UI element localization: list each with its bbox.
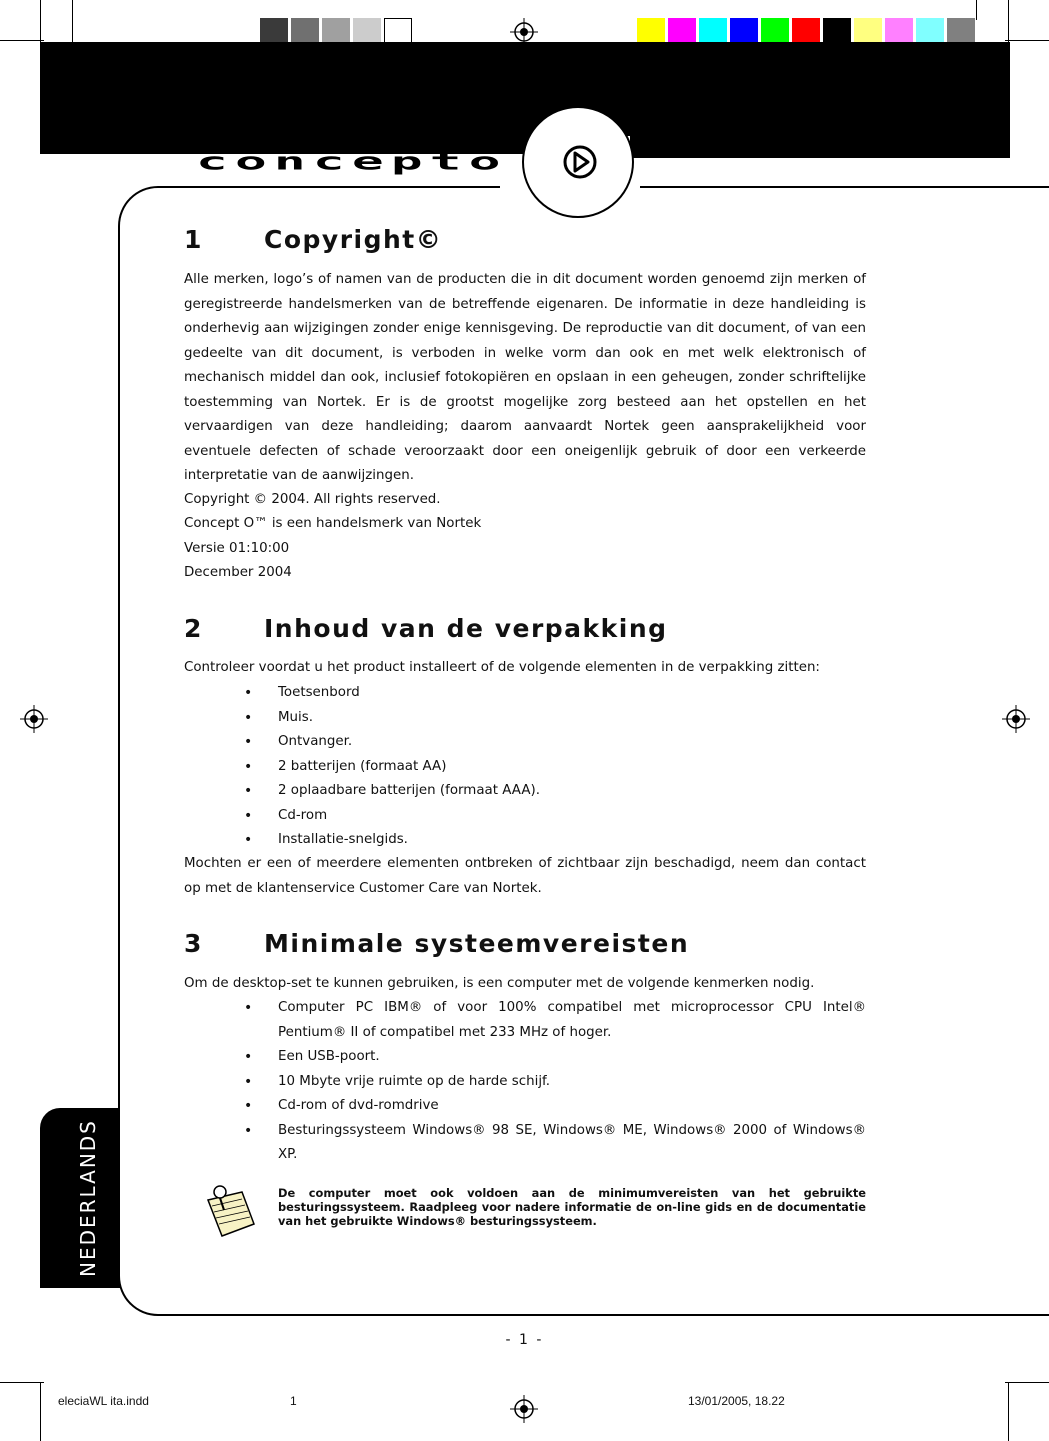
color-swatch — [761, 18, 789, 44]
list-item: • Computer PC IBM® of voor 100% compatibel met microprocessor CPU Intel® Pentium® II of compatibel met 233 MHz of hoger. — [244, 996, 866, 1045]
list-item: • 2 batterijen (formaat AA) — [244, 755, 866, 780]
list-item: • Een USB-poort. — [244, 1045, 866, 1070]
package-outro: Mochten er een of meerdere elementen ontbreken of zichtbaar zijn beschadigd, neem dan contact op met de klantenservice Customer Care van Nortek. — [184, 856, 866, 896]
color-swatch — [730, 18, 758, 44]
list-item: • Cd-rom — [244, 804, 866, 829]
version-line: Versie 01:10:00 — [184, 541, 290, 556]
gray-swatch — [260, 18, 288, 44]
section-heading — [184, 929, 689, 958]
trademark-line: Concept O™ is een handelsmerk van Nortek — [184, 516, 482, 531]
list-item: • Toetsenbord — [244, 681, 866, 706]
list-item: • Ontvanger. — [244, 730, 866, 755]
registration-mark-icon — [20, 705, 48, 733]
list-item: • Besturingssysteem Windows® 98 SE, Windows® ME, Windows® 2000 of Windows® XP. — [244, 1119, 866, 1168]
color-swatch — [792, 18, 820, 44]
section-title: Copyright© — [264, 225, 443, 254]
crop-mark — [40, 1382, 41, 1441]
section-number: 2 — [184, 614, 203, 643]
registration-mark-icon — [510, 1395, 538, 1423]
footer-file: eleciaWL ita.indd — [58, 1394, 149, 1408]
language-tab-label: NEDERLANDS — [76, 1119, 100, 1277]
package-list — [244, 681, 866, 853]
section-title: Inhoud van de verpakking — [264, 614, 668, 643]
copyright-paragraph: Alle merken, logo’s of namen van de producten die in dit document worden genoemd zijn merken of geregistreerde handelsmerken van de betreffende eigenaren. De informatie in deze handleiding is onderhevig aan wijzigingen zonder enige kennisgeving. De reproductie van dit document, of van een gedeelte van dit document, is verboden in welke vorm dan ook en met welk elektronisch of mechanisch middel dan ook, inclusief fotokopiëren en opslaan in een geheugen, zonder schriftelijke toestemming van Nortek. Er is de grootst mogelijke zorg besteed aan het opstellen en het vervaardigen van deze handleiding; daarom aanvaardt Nortek geen aansprakelijkheid voor eventuele defecten of schade veroorzaakt door een oneigenlijk gebruik of door een verkeerde interpretatie van de aanwijzingen. — [184, 272, 866, 483]
copyright-line: Copyright © 2004. All rights reserved. — [184, 492, 441, 507]
color-swatch — [947, 18, 975, 44]
list-item: • Cd-rom of dvd-romdrive — [244, 1094, 866, 1119]
note-pin-icon — [198, 1180, 262, 1244]
package-intro: Controleer voordat u het product installeert of de volgende elementen in de verpakking zitten: — [184, 660, 820, 675]
gray-swatch — [291, 18, 319, 44]
list-item: • 2 oplaadbare batterijen (formaat AAA). — [244, 779, 866, 804]
footer-page: 1 — [290, 1394, 297, 1408]
crop-mark — [976, 0, 977, 20]
brand-logo-text: concepto — [195, 147, 508, 176]
list-item: • Installatie-snelgids. — [244, 828, 866, 853]
header-band — [40, 42, 1010, 136]
color-swatch — [637, 18, 665, 44]
crop-mark — [40, 0, 41, 44]
section-heading — [184, 225, 442, 254]
color-swatch — [699, 18, 727, 44]
gray-swatch — [384, 18, 412, 44]
gray-swatch — [353, 18, 381, 44]
crop-mark — [1005, 1382, 1049, 1383]
crop-mark — [1008, 0, 1009, 44]
crop-mark — [0, 1382, 44, 1383]
header-band-right — [630, 130, 1010, 158]
list-item: • Muis. — [244, 706, 866, 731]
list-item: • 10 Mbyte vrije ruimte op de harde schijf. — [244, 1070, 866, 1095]
gray-swatch — [322, 18, 350, 44]
logo-circle — [522, 106, 634, 218]
requirements-intro: Om de desktop-set te kunnen gebruiken, is een computer met de volgende kenmerken nodig. — [184, 976, 815, 991]
date-line: December 2004 — [184, 565, 292, 580]
color-swatch — [916, 18, 944, 44]
section-number: 1 — [184, 225, 203, 254]
color-swatch — [885, 18, 913, 44]
section-number: 3 — [184, 929, 203, 958]
requirements-note: De computer moet ook voldoen aan de minimumvereisten van het gebruikte besturingssysteem. Raadpleeg voor nadere informatie de on-line gids en de documentatie van het gebruikte Windows® besturingssysteem. — [278, 1186, 866, 1228]
section-heading — [184, 614, 668, 643]
color-swatch — [823, 18, 851, 44]
color-swatch — [668, 18, 696, 44]
section-title: Minimale systeemvereisten — [264, 929, 690, 958]
color-swatch — [854, 18, 882, 44]
crop-mark — [72, 0, 73, 44]
page-number: - 1 - — [505, 1332, 544, 1348]
footer-datetime: 13/01/2005, 18.22 — [688, 1394, 785, 1408]
crop-mark — [1005, 40, 1049, 41]
play-circle-icon — [562, 144, 598, 180]
requirements-list — [244, 996, 866, 1168]
crop-mark — [0, 40, 44, 41]
brand-logo — [40, 136, 540, 186]
crop-mark — [1008, 1382, 1009, 1441]
